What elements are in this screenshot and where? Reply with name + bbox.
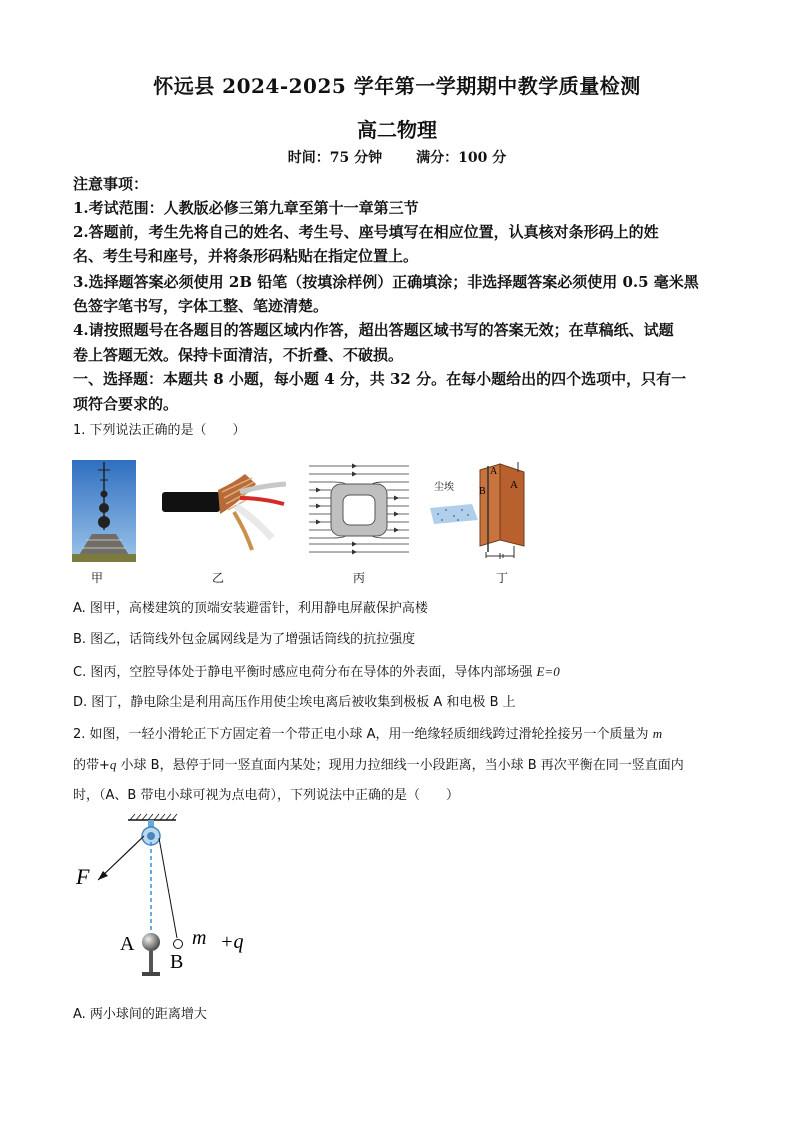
q2-mass-symbol: m <box>652 726 663 741</box>
q2-stem-text: 2. 如图，一轻小滑轮正下方固定着一个带正电小球 A，用一绝缘轻质细线跨过滑轮拴接另一个质量为 <box>73 727 653 742</box>
section-heading-line: 项符合要求的。 <box>73 395 179 413</box>
caption-ding: 丁 <box>495 571 508 585</box>
caption-yi: 乙 <box>211 571 224 585</box>
figure-yi-shielded-cable <box>160 462 290 554</box>
notes-line: 2.答题前，考生先将自己的姓名、考生号、座号填写在相应位置，认真核对条形码上的姓 <box>73 223 659 241</box>
subject-title: 高二物理 <box>357 118 437 142</box>
q2-stem-line <box>73 754 684 777</box>
notes-line: 色签字笔书写，字体工整、笔迹清楚。 <box>73 297 329 315</box>
figure-jia-lightning-rod <box>72 460 136 562</box>
figure-bing-hollow-conductor <box>307 462 411 556</box>
fig4-label-dust: 尘埃 <box>434 482 454 493</box>
q1-option-c <box>73 661 560 684</box>
q2-stem-line: 时，（A、B 带电小球可视为点电荷），下列说法中正确的是（ ） <box>73 788 459 803</box>
q2-stem-line <box>73 723 662 746</box>
q2-stem-text: 的带+ <box>73 758 110 773</box>
q2-fig-ball-a-label: A <box>120 933 135 955</box>
exam-title: 怀远县 2024-2025 学年第一学期期中教学质量检测 <box>153 74 641 98</box>
time-label: 时间：75 分钟 <box>287 150 383 166</box>
score-label: 满分：100 分 <box>416 150 507 166</box>
q1-option-d: D. 图丁，静电除尘是利用高压作用使尘埃电离后被收集到极板 A 和电极 B 上 <box>73 695 516 710</box>
q2-fig-force-label: F <box>76 864 90 889</box>
q2-fig-ball-b-label: B <box>170 951 184 973</box>
notes-line: 1.考试范围：人教版必修三第九章至第十一章第三节 <box>73 199 419 217</box>
q2-fig-charge-label: +q <box>220 931 244 953</box>
notes-line: 名、考生号和座号，并将条形码粘贴在指定位置上。 <box>73 247 419 265</box>
figure-q2-pulley <box>70 812 260 992</box>
figure-ding-precipitator <box>428 460 538 560</box>
q2-stem-text: 小球 B，悬停于同一竖直面内某处；现用力拉细线一小段距离，当小球 B 再次平衡在同一竖直面内 <box>116 758 684 773</box>
notes-line: 3.选择题答案必须使用 2B 铅笔（按填涂样例）正确填涂；非选择题答案必须使用 0.5 毫米黑 <box>73 273 699 291</box>
fig4-label-b: B <box>479 486 486 497</box>
fig4-label-a-side: A <box>510 479 518 491</box>
exam-info <box>0 147 794 167</box>
notes-heading: 注意事项： <box>73 175 149 193</box>
fig4-label-a-top: A <box>490 466 498 477</box>
notes-line: 4.请按照题号在各题目的答题区域内作答，超出答题区域书写的答案无效；在草稿纸、试题 <box>73 321 674 339</box>
caption-bing: 丙 <box>352 571 365 585</box>
q1-option-b: B. 图乙，话筒线外包金属网线是为了增强话筒线的抗拉强度 <box>73 632 416 647</box>
q1-option-c-text: C. 图丙，空腔导体处于静电平衡时感应电荷分布在导体的外表面，导体内部场强 <box>73 665 537 680</box>
q2-option-a: A. 两小球间的距离增大 <box>73 1007 207 1022</box>
q1-option-c-formula: E=0 <box>536 664 560 679</box>
q1-option-a: A. 图甲，高楼建筑的顶端安装避雷针，利用静电屏蔽保护高楼 <box>73 601 428 616</box>
caption-jia: 甲 <box>90 571 103 585</box>
section-heading-line: 一、选择题：本题共 8 小题，每小题 4 分，共 32 分。在每小题给出的四个选项中，只有一 <box>73 370 687 388</box>
q2-fig-mass-label: m <box>192 927 207 949</box>
q2-charge-symbol: q <box>109 757 117 772</box>
notes-line: 卷上答题无效。保持卡面清洁，不折叠、不破损。 <box>73 346 404 364</box>
q1-stem: 1. 下列说法正确的是（ ） <box>73 423 246 438</box>
